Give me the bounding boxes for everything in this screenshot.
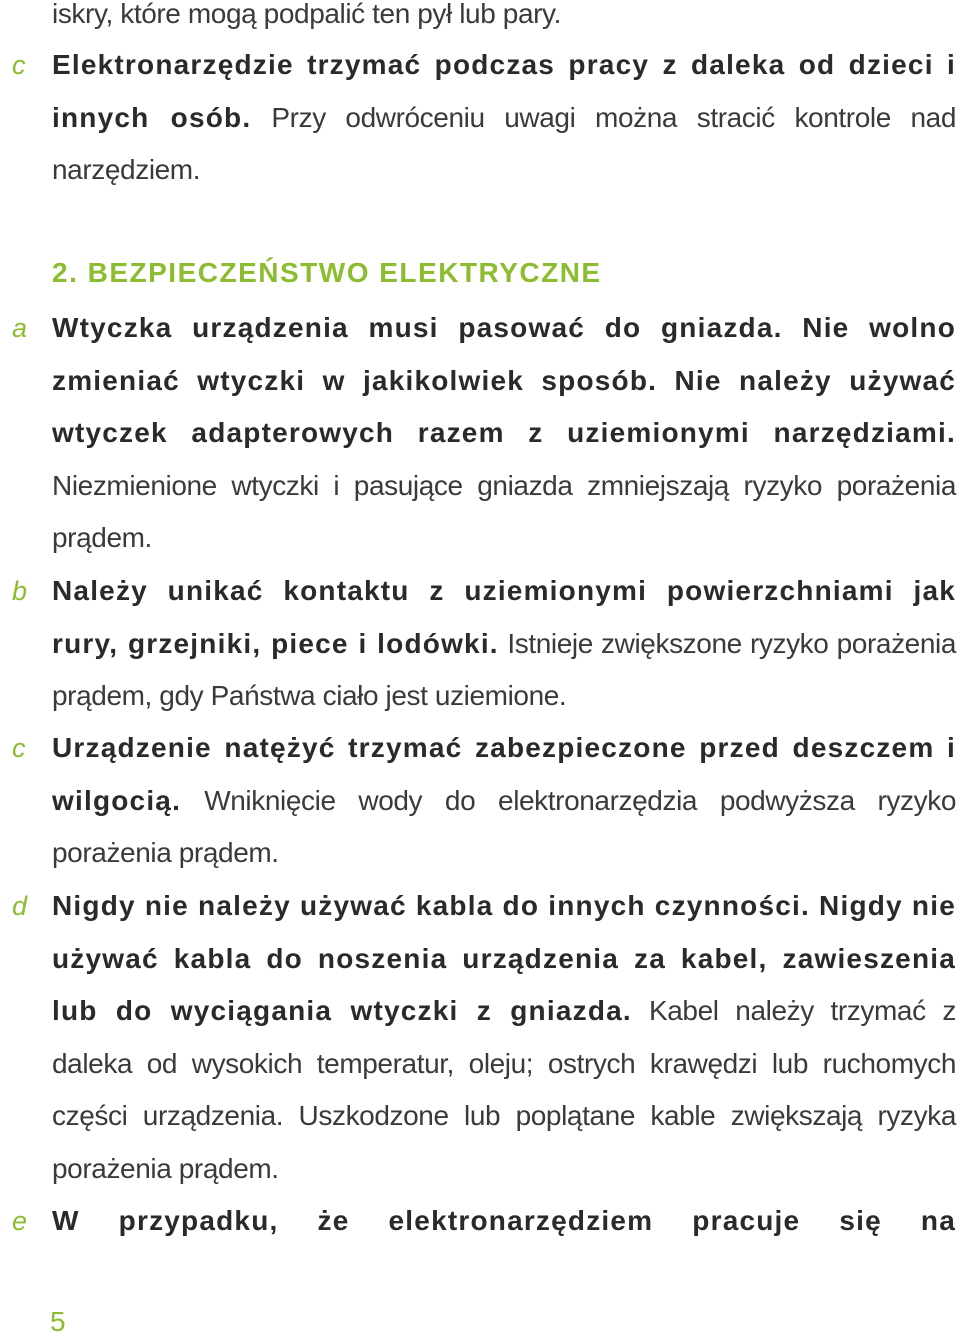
list-item-c-children [52, 39, 956, 197]
item-regular-text: Wniknięcie wody do elektronarzędzia podwyższa ryzyko porażenia prądem. [52, 784, 957, 869]
list-marker-b: b [12, 576, 28, 606]
item-regular-text: Istnieje zwiększone ryzyko porażenia prądem, gdy Państwa ciało jest uziemione. [52, 627, 957, 712]
list-marker-e: e [12, 1206, 28, 1236]
list-marker-c: c [12, 733, 26, 763]
list-item-b-grounded-surfaces [52, 565, 956, 723]
continued-text: iskry, które mogą podpalić ten pył lub pary. [52, 0, 561, 29]
item-bold-text: Urządzenie natężyć trzymać zabezpieczone przed deszczem i wilgocią. [52, 732, 956, 816]
section-heading: 2. BEZPIECZEŃSTWO ELEKTRYCZNE [52, 257, 602, 288]
list-marker-d: d [12, 891, 28, 921]
list-item-d-cable [52, 880, 956, 1196]
list-item-e-outdoor [52, 1195, 956, 1248]
item-bold-text: W przypadku, że elektronarzędziem pracuje się na [52, 1205, 956, 1236]
list-marker-c: c [12, 50, 26, 80]
list-item-a-plug [52, 302, 956, 565]
item-regular-text: Kabel należy trzymać z daleka od wysokich temperatur, oleju; ostrych krawędzi lub ruchomych części urządzenia. Uszkodzone lub poplątane kable zwiększają ryzyka porażenia prądem. [52, 995, 956, 1184]
continued-paragraph [52, 0, 956, 41]
item-regular-text: Przy odwróceniu uwagi można stracić kontrole nad narzędziem. [52, 101, 957, 186]
item-bold-text: Wtyczka urządzenia musi pasować do gniazda. Nie wolno zmieniać wtyczki w jakikolwiek sposób. Nie należy używać wtyczek adapterowych razem z uziemionymi narzędziami. [52, 312, 956, 449]
list-item-c-moisture [52, 722, 956, 880]
item-regular-text: Niezmienione wtyczki i pasujące gniazda zmniejszają ryzyko porażenia prądem. [52, 469, 956, 554]
list-marker-a: a [12, 313, 28, 343]
item-bold-text: Elektronarzędzie trzymać podczas pracy z daleka od dzieci i innych osób. [52, 49, 956, 133]
page-number: 5 [50, 1306, 66, 1337]
item-bold-text: Należy unikać kontaktu z uziemionymi powierzchniami jak rury, grzejniki, piece i lodówki. [52, 575, 956, 659]
item-bold-text: Nigdy nie należy używać kabla do innych czynności. Nigdy nie używać kabla do noszenia urządzenia za kabel, zawieszenia lub do wyciągania wtyczki z gniazda. [52, 890, 956, 1027]
